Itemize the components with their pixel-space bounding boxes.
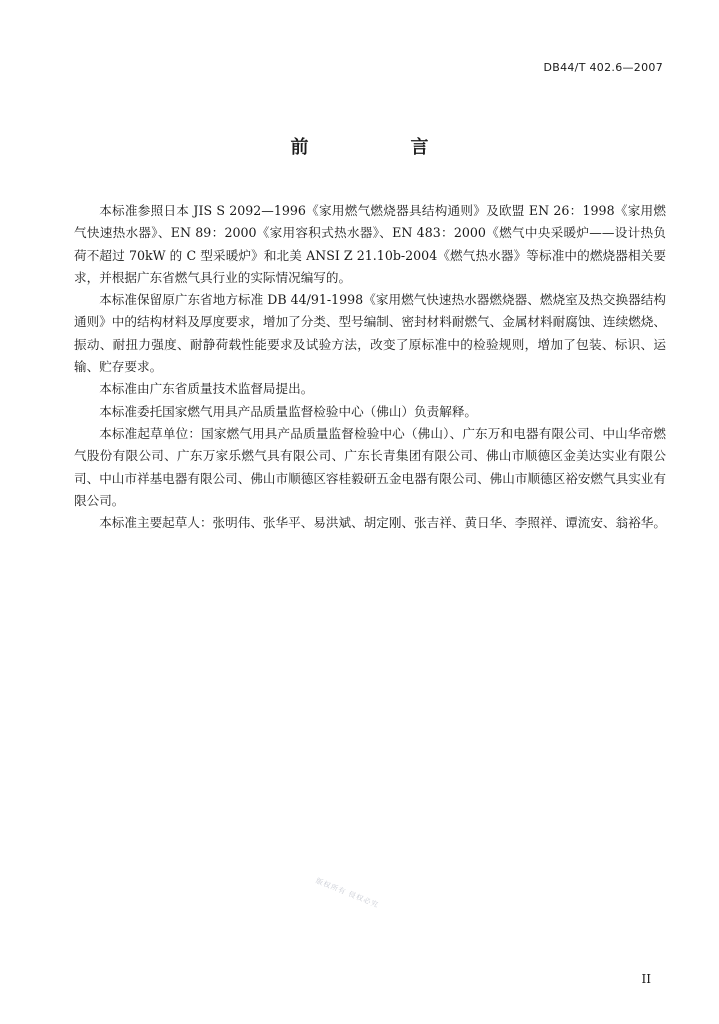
paragraph-drafters: 本标准主要起草人：张明伟、张华平、易洪斌、胡定刚、张吉祥、黄日华、李照祥、谭流安、翁裕华。 [99,515,666,531]
paragraph-drafting-units: 本标准起草单位：国家燃气用具产品质量监督检验中心（佛山）、广东万和电器有限公司、中山华帝燃气股份有限公司、广东万家乐燃气具有限公司、广东长青集团有限公司、佛山市顺德区金美达实业有限公司、中山市祥基电器有限公司、佛山市顺德区容桂毅研五金电器有限公司、佛山市顺德区裕安燃气具实业有限公司。 [74,425,666,508]
page-number: II [641,972,651,986]
watermark: 版权所有 侵权必究 [314,876,380,910]
standard-code: DB44/T 402.6—2007 [543,61,663,74]
paragraph-references: 本标准参照日本 JIS S 2092—1996《家用燃气燃烧器具结构通则》及欧盟 EN 26：1998《家用燃气快速热水器》、EN 89：2000《家用容积式热水器》、EN 483：2000《燃气中央采暖炉——设计热负荷不超过 70kW 的 C 型采暖炉》和北美 ANSI Z 21.10b-2004《燃气热水器》等标准中的燃烧器相关要求，并根据广东省燃气具行业的实际情况编写的。 [74,203,666,285]
paragraph-changes: 本标准保留原广东省地方标准 DB 44/91-1998《家用燃气快速热水器燃烧器、燃烧室及热交换器结构通则》中的结构材料及厚度要求，增加了分类、型号编制、密封材料耐燃气、金属材料耐腐蚀、连续燃烧、振动、耐扭力强度、耐静荷载性能要求及试验方法，改变了原标准中的检验规则，增加了包装、标识、运输、贮存要求。 [74,292,666,375]
paragraph-interpreter: 本标准委托国家燃气用具产品质量监督检验中心（佛山）负责解释。 [99,403,477,419]
foreword-body [74,200,666,534]
page-title: 前 言 [290,137,471,158]
paragraph-proposer: 本标准由广东省质量技术监督局提出。 [99,381,314,397]
